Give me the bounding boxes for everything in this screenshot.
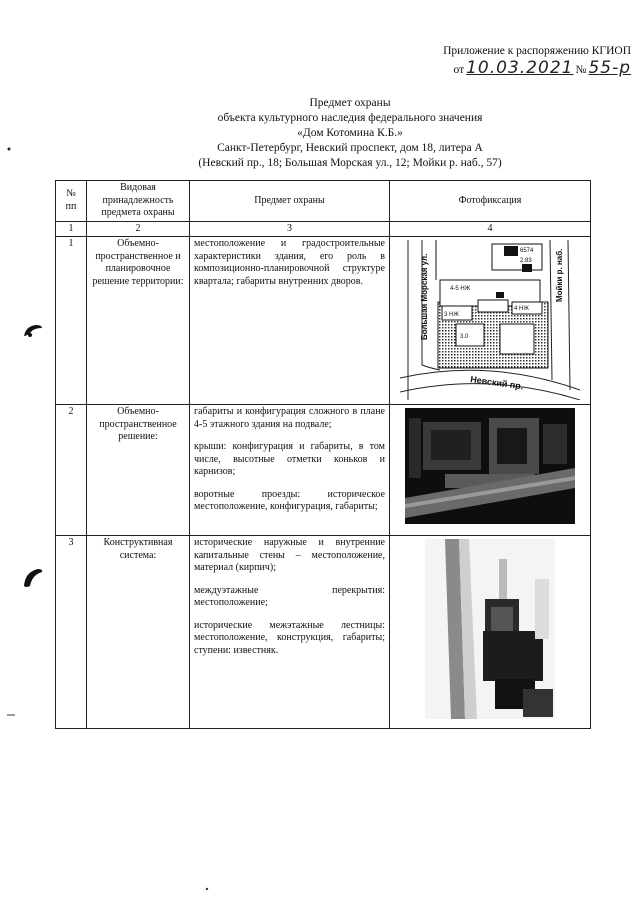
title-line-5: (Невский пр., 18; Большая Морская ул., 12; Мойки р. наб., 57) [198,157,502,169]
map-label: 2.83 [520,258,532,264]
column-number-row [56,221,591,237]
row-kind: Объемно-пространственное и планировочное решение территории: [87,237,190,405]
col-number: 2 [87,221,190,237]
row-subject [190,536,390,729]
aerial-photo [405,408,575,524]
document-header [406,44,631,78]
handwritten-date: 10.03.2021 [466,58,574,78]
photo-cell [390,536,591,729]
header-number: № пп [56,181,87,222]
row-kind: Конструктивная система: [87,536,190,729]
map-label: 3 НЖ [444,312,459,318]
handwritten-number: 55-р [588,58,631,78]
table-row [56,405,591,536]
map-label: 6574 [520,248,534,254]
subject-paragraph: местоположение и градостроительные характеристики здания, его роль в композиционно-планировочной структуре квартала; габариты внутренних дворов. [194,238,385,287]
col-number: 1 [56,221,87,237]
subject-paragraph: исторические наружные и внутренние капитальные стены – местоположение, материал (кирпич); [194,537,385,573]
title-line-3: «Дом Котомина К.Б.» [297,127,403,139]
row-subject [190,405,390,536]
row-number: 1 [56,237,87,405]
col-number: 3 [190,221,390,237]
site-plan-map [400,240,580,400]
map-street-bottom: Невский пр. [469,374,524,392]
date-number-line [406,58,631,78]
map-label: 3.0 [460,334,469,340]
row-number: 2 [56,405,87,536]
header-photo: Фотофиксация [390,181,591,222]
table-row [56,536,591,729]
protection-subject-table [55,180,591,729]
photo-cell [390,237,591,405]
map-street-right: Мойки р. наб. [555,248,564,302]
appendix-line: Приложение к распоряжению КГИОП [443,45,631,57]
title-line-1: Предмет охраны [309,97,391,109]
table-row [56,237,591,405]
table-header-row [56,181,591,222]
scan-speck [6,146,14,154]
scan-punch-mark [22,322,44,342]
map-label: 4 НЖ [514,306,529,312]
scan-speck [204,886,210,892]
row-subject [190,237,390,405]
header-subject: Предмет охраны [190,181,390,222]
document-title [150,96,550,171]
title-line-2: объекта культурного наследия федерального значения [217,112,483,124]
header-kind: Видовая принадлежность предмета охраны [87,181,190,222]
col-number: 4 [390,221,591,237]
title-line-4: Санкт-Петербург, Невский проспект, дом 18, литера А [217,142,483,154]
subject-paragraph: габариты и конфигурация сложного в плане 4-5 этажного здания на подвале; [194,406,385,430]
row-kind: Объемно-пространственное решение: [87,405,190,536]
from-prefix: от [453,64,465,76]
map-label: 4-5 НЖ [450,286,471,292]
subject-paragraph: крыши: конфигурация и габариты, в том числе, высотные отметки коньков и карнизов; [194,441,385,477]
photo-cell [390,405,591,536]
scan-punch-mark [22,566,44,592]
subject-paragraph: исторические межэтажные лестницы: местоположение, конструкция, габариты; ступени: известняк. [194,619,385,656]
map-street-left: Большая Морская ул. [420,253,429,340]
staircase-photo [425,539,555,719]
subject-paragraph: междуэтажные перекрытия: местоположение; [194,584,385,608]
scan-speck [6,712,16,718]
subject-paragraph: воротные проезды: историческое местоположение, конфигурация, габариты; [194,488,385,512]
number-prefix: № [575,64,587,76]
row-number: 3 [56,536,87,729]
